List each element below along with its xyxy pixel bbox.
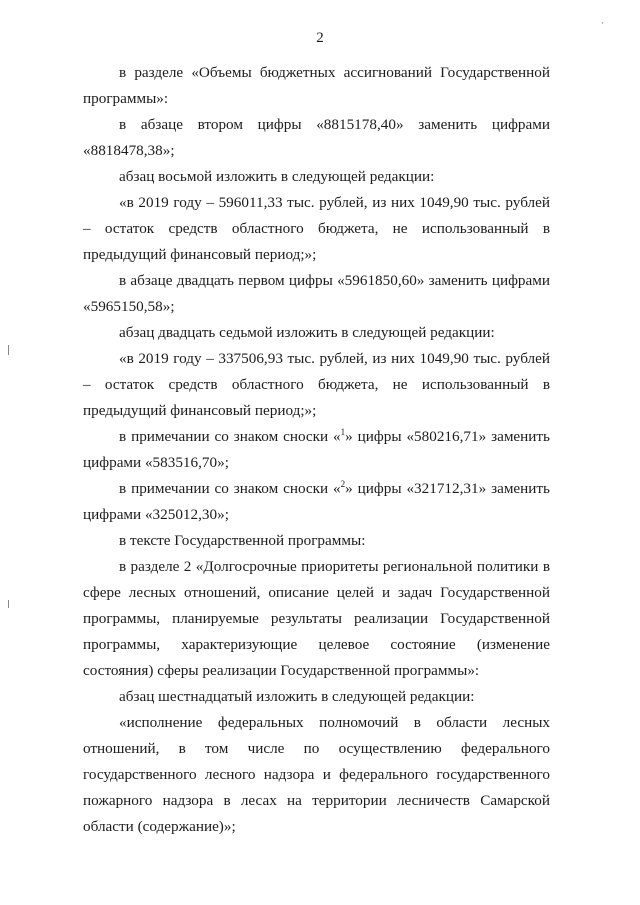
paragraph-13: «исполнение федеральных полномочий в области лесных отношений, в том числе по осуществлению федерального государственного лесного надзора и федерального государственного пожарного надзора в лесах на территории лесничеств Самарской области (содержание)»; [83, 714, 550, 835]
paragraph-9-before: в примечании со знаком сноски « [119, 480, 341, 497]
paragraph-10: в тексте Государственной программы: [119, 532, 366, 549]
paragraph-8 [83, 424, 550, 476]
page-number: 2 [316, 30, 324, 46]
paragraph-5: в абзаце двадцать первом цифры «5961850,60» заменить цифрами «5965150,58»; [83, 272, 550, 315]
paragraph-7: «в 2019 году – 337506,93 тыс. рублей, из них 1049,90 тыс. рублей – остаток средств областного бюджета, не использованный в предыдущий финансовый период;»; [83, 350, 550, 419]
footnote-mark-2: 2 [340, 478, 346, 489]
paragraph-8-before: в примечании со знаком сноски « [119, 428, 341, 445]
paragraph-2: в абзаце втором цифры «8815178,40» заменить цифрами «8818478,38»; [83, 116, 550, 159]
document-body [83, 60, 550, 840]
paragraph-3: абзац восьмой изложить в следующей редакции: [119, 168, 435, 185]
footnote-mark-1: 1 [340, 426, 346, 437]
paragraph-9-after: » цифры «321712,31» заменить цифрами «325012,30»; [83, 480, 550, 523]
paragraph-4: «в 2019 году – 596011,33 тыс. рублей, из них 1049,90 тыс. рублей – остаток средств областного бюджета, не использованный в предыдущий финансовый период;»; [83, 194, 550, 263]
corner-mark: · [601, 18, 604, 28]
paragraph-9 [83, 476, 550, 528]
margin-scan-mark [8, 600, 9, 608]
paragraph-12: абзац шестнадцатый изложить в следующей редакции: [119, 688, 475, 705]
paragraph-8-after: » цифры «580216,71» заменить цифрами «583516,70»; [83, 428, 550, 471]
margin-scan-mark [8, 345, 9, 355]
paragraph-6: абзац двадцать седьмой изложить в следующей редакции: [119, 324, 495, 341]
paragraph-1: в разделе «Объемы бюджетных ассигнований Государственной программы»: [83, 64, 550, 107]
paragraph-11: в разделе 2 «Долгосрочные приоритеты региональной политики в сфере лесных отношений, описание целей и задач Государственной программы, планируемые результаты реализации Государственной программы, характеризующие целевое состояние (изменение состояния) сферы реализации Государственной программы»: [83, 558, 550, 679]
